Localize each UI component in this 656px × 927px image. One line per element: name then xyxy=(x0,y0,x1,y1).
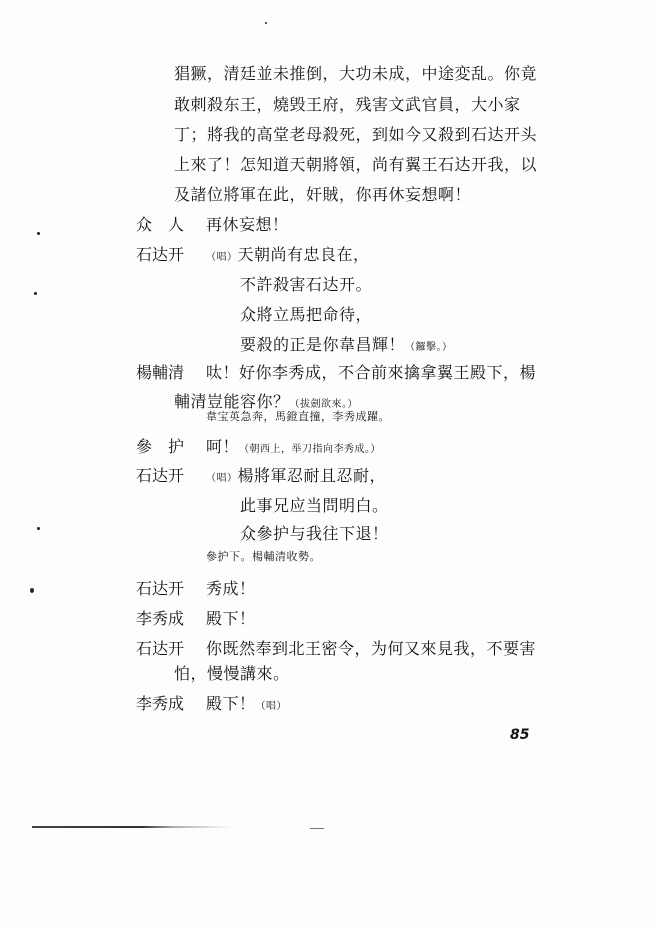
dialogue-text: 殿下！ xyxy=(206,694,256,713)
speaker-name: 楊輔清 xyxy=(136,363,185,382)
sung-line xyxy=(240,335,453,358)
scan-speck xyxy=(37,527,40,530)
scan-speck xyxy=(34,292,37,295)
text-line: 及諸位將軍在此，奸賊，你再休妄想啊！ xyxy=(174,185,472,204)
dialogue-text xyxy=(206,437,381,460)
text-line: 丁；將我的高堂老母殺死，到如今又殺到石达开头 xyxy=(174,125,538,144)
scan-speck xyxy=(265,22,267,24)
stage-direction: 參护下。楊輔清收勢。 xyxy=(206,550,321,563)
scan-edge-line xyxy=(310,828,324,829)
stage-mark: （唱） xyxy=(255,701,288,712)
verse-text: 楊將軍忍耐且忍耐， xyxy=(237,466,387,485)
sung-line: 众參护与我往下退！ xyxy=(240,524,389,543)
text-line: 猖獗，清廷並未推倒，大功未成，中途変乱。你竟 xyxy=(174,64,538,83)
verse-text: 要殺的正是你韋昌輝！ xyxy=(240,335,406,354)
sung-line: 不許殺害石达开。 xyxy=(240,275,373,294)
speaker-name: 參 护 xyxy=(136,437,185,456)
speaker-name: 李秀成 xyxy=(136,609,185,628)
text-line: 敢刺殺东王，燒毁王府，残害文武官員，大小家 xyxy=(174,95,521,114)
sung-line: 此事兄应当問明白。 xyxy=(240,496,389,515)
sung-line xyxy=(206,245,370,268)
scan-speck xyxy=(30,588,34,593)
dialogue-text: 再休妄想！ xyxy=(206,215,289,234)
stage-note: （拔劍欲來。） xyxy=(289,399,359,410)
speaker-name: 石达开 xyxy=(136,245,185,264)
dialogue-text: 呵！ xyxy=(206,437,240,456)
sung-line: 众將立馬把命待， xyxy=(240,305,373,324)
speaker-name: 石达开 xyxy=(136,466,185,485)
speaker-name: 石达开 xyxy=(136,579,185,598)
stage-mark: （唱） xyxy=(206,252,238,263)
dialogue-text: 呔！好你李秀成，不合前來擒拿翼王殿下，楊 xyxy=(206,363,537,382)
dialogue-text xyxy=(206,694,287,717)
speaker-name: 石达开 xyxy=(136,639,185,658)
dialogue-text: 殿下！ xyxy=(206,609,256,628)
verse-text: 天朝尚有忠良在， xyxy=(237,245,370,264)
scan-speck xyxy=(37,232,40,235)
page-number: 85 xyxy=(510,727,530,743)
stage-direction: 韋宝英急奔，馬鐙直撞，李秀成躍。 xyxy=(206,410,390,423)
dialogue-text: 輔清豈能容你？ xyxy=(174,392,290,411)
text-line: 上來了！怎知道天朝將領，尚有翼王石达开我，以 xyxy=(174,155,538,174)
dialogue-text: 秀成！ xyxy=(206,579,256,598)
scan-edge-line xyxy=(32,826,232,828)
stage-note: （鑼擊。） xyxy=(405,342,453,353)
stage-mark: （唱） xyxy=(206,473,238,484)
dialogue-text: 你既然奉到北王密令，为何又來見我，不要害 xyxy=(206,639,537,658)
sung-line xyxy=(206,466,386,489)
speaker-name: 众 人 xyxy=(136,215,185,234)
speaker-name: 李秀成 xyxy=(136,694,185,713)
dialogue-text: 怕，慢慢講來。 xyxy=(174,664,290,683)
stage-note: （朝西上，举刀指向李秀成。） xyxy=(239,444,382,455)
